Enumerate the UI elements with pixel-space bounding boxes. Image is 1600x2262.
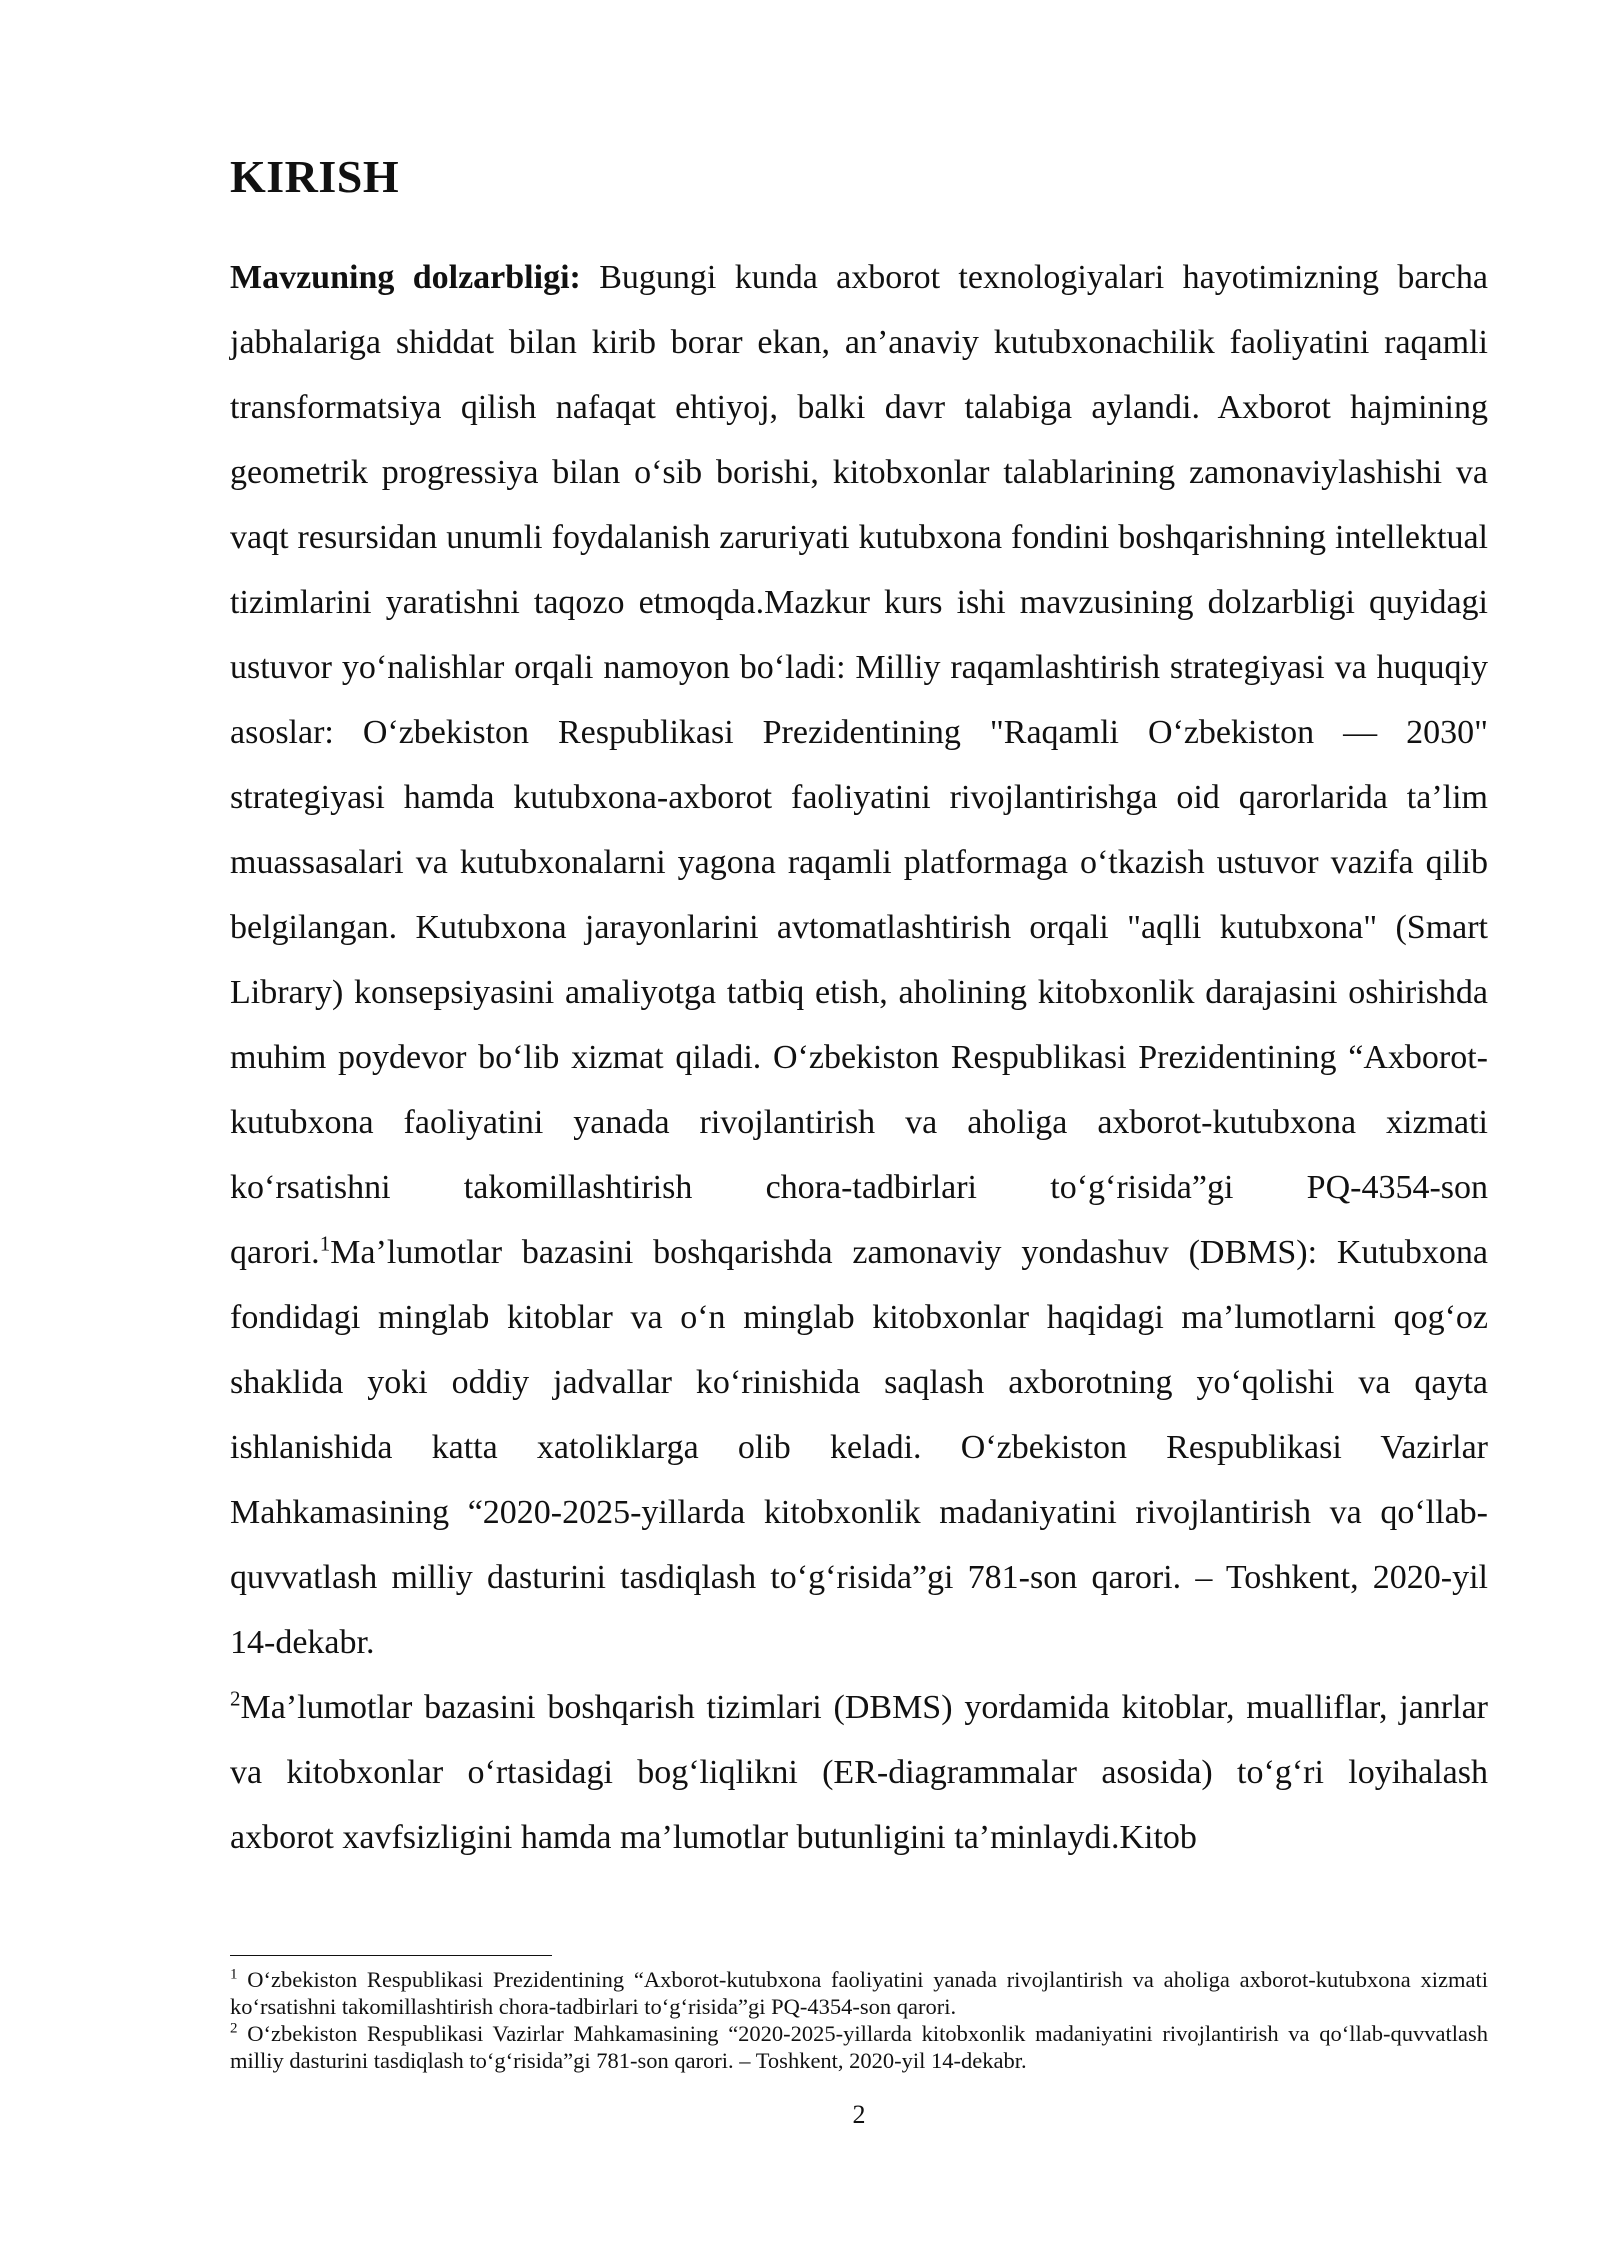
page-number: 2 [852,2100,866,2129]
footnote-reference-2[interactable]: 2 [230,1686,241,1711]
footnotes-section [230,1966,1488,2074]
footnote-text-1: O‘zbekiston Respublikasi Prezidentining “Axborot-kutubxona faoliyatini yanada rivojlantirish va aholiga axborot-kutubxona xizmati ko‘rsatishni takomillashtirish chora-tadbirlari to‘g‘risida”gi PQ-4354-son qarori. [230,1967,1488,2019]
footnote-separator [230,1955,552,1956]
footnote-reference-1[interactable]: 1 [319,1231,331,1256]
footnote-number-1: 1 [230,1966,238,1983]
footnote-number-2: 2 [230,2020,238,2037]
footnote-1 [230,1966,1488,2020]
body-text-segment-3: Ma’lumotlar bazasini boshqarish tizimlari (DBMS) yordamida kitoblar, mualliflar, janrlar va kitobxonlar o‘rtasidagi bog‘liqlikni (ER-diagrammalar asosida) to‘g‘ri loyihalash axborot xavfsizligini hamda ma’lumotlar butunligini ta’minlaydi.Kitob [230,1689,1488,1856]
footnote-text-2: O‘zbekiston Respublikasi Vazirlar Mahkamasining “2020-2025-yillarda kitobxonlik madaniyatini rivojlantirish va qo‘llab-quvvatlash milliy dasturini tasdiqlash to‘g‘risida”gi 781-son qarori. – Toshkent, 2020-yil 14-dekabr. [230,2021,1488,2073]
body-paragraph [230,245,1488,1870]
body-text-segment-2: Ma’lumotlar bazasini boshqarishda zamonaviy yondashuv (DBMS): Kutubxona fondidagi minglab kitoblar va o‘n minglab kitobxonlar haqidagi ma’lumotlarni qog‘oz shaklida yoki oddiy jadvallar ko‘rinishida saqlash axborotning yo‘qolishi va qayta ishlanishida katta xatoliklarga olib keladi. O‘zbekiston Respublikasi Vazirlar Mahkamasining “2020-2025-yillarda kitobxonlik madaniyatini rivojlantirish va qo‘llab-quvvatlash milliy dasturini tasdiqlash to‘g‘risida”gi 781-son qarori. – Toshkent, 2020-yil 14-dekabr. [230,1234,1488,1661]
section-heading: KIRISH [230,151,400,202]
footnote-2 [230,2020,1488,2074]
paragraph-lead: Mavzuning dolzarbligi: [230,259,581,296]
body-text-segment-1: Bugungi kunda axborot texnologiyalari hayotimizning barcha jabhalariga shiddat bilan kirib borar ekan, an’anaviy kutubxonachilik faoliyatini raqamli transformatsiya qilish nafaqat ehtiyoj, balki davr talabiga aylandi. Axborot hajmining geometrik progressiya bilan o‘sib borishi, kitobxonlar talablarining zamonaviylashishi va vaqt resursidan unumli foydalanish zaruriyati kutubxona fondini boshqarishning intellektual tizimlarini yaratishni taqozo etmoqda.Mazkur kurs ishi mavzusining dolzarbligi quyidagi ustuvor yo‘nalishlar orqali namoyon bo‘ladi: Milliy raqamlashtirish strategiyasi va huquqiy asoslar: O‘zbekiston Respublikasi Prezidentining "Raqamli O‘zbekiston — 2030" strategiyasi hamda kutubxona-axborot faoliyatini rivojlantirishga oid qarorlarida ta’lim muassasalari va kutubxonalarni yagona raqamli platformaga o‘tkazish ustuvor vazifa qilib belgilangan. Kutubxona jarayonlarini avtomatlashtirish orqali "aqlli kutubxona" (Smart Library) konsepsiyasini amaliyotga tatbiq etish, aholining kitobxonlik darajasini oshirishda muhim poydevor bo‘lib xizmat qiladi. O‘zbekiston Respublikasi Prezidentining “Axborot-kutubxona faoliyatini yanada rivojlantirish va aholiga axborot-kutubxona xizmati ko‘rsatishni takomillashtirish chora-tadbirlari to‘g‘risida”gi PQ-4354-son qarori. [230,259,1488,1271]
